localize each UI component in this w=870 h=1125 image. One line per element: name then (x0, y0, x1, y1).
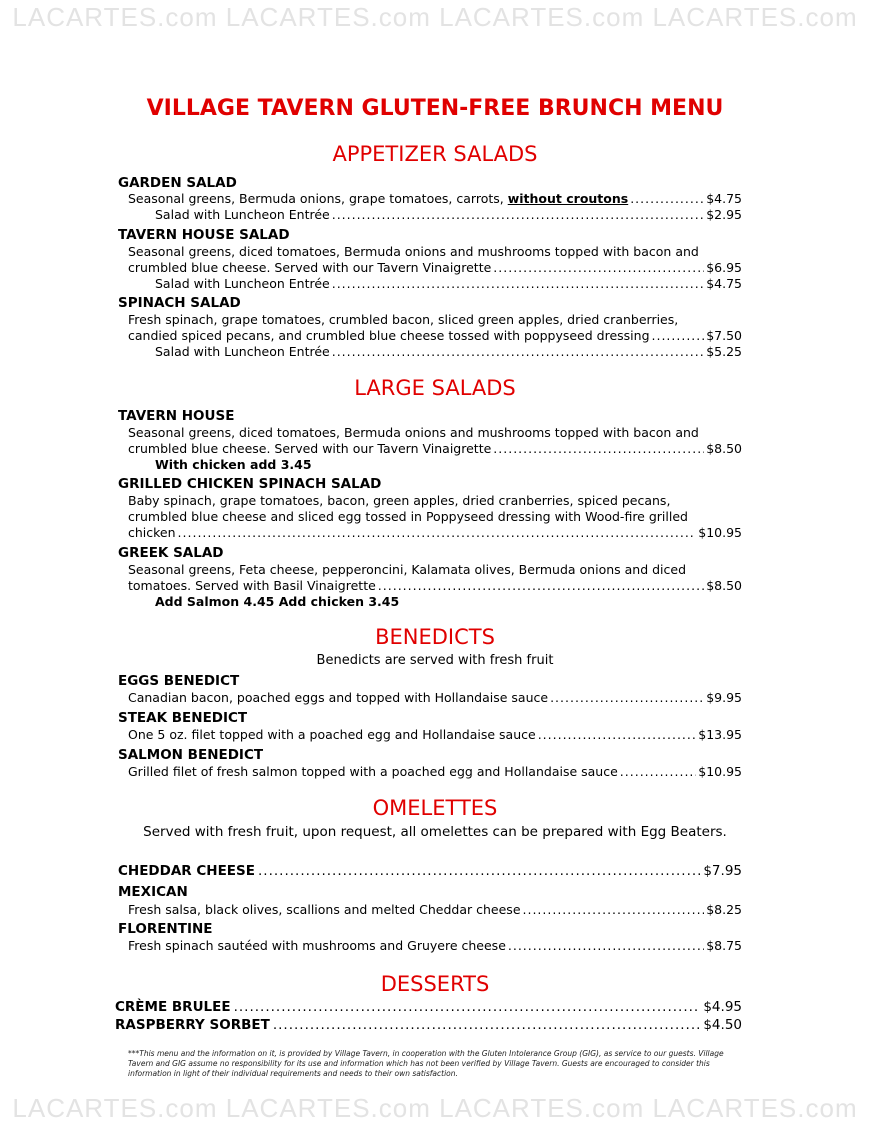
item-name-tavern-house-salad: TAVERN HOUSE SALAD (118, 227, 290, 243)
item-line-greek-salad (128, 578, 742, 594)
dot-leader (630, 191, 704, 207)
item-name-salmon-benedict: SALMON BENEDICT (118, 747, 264, 763)
dot-leader (493, 441, 704, 457)
dot-leader (332, 207, 704, 223)
item-desc: Fresh spinach sautéed with mushrooms and Gruyere cheese (128, 938, 506, 953)
item-price: $9.95 (706, 690, 742, 705)
item-desc: crumbled blue cheese. Served with our Tavern Vinaigrette (128, 260, 492, 275)
item-line-creme-brulee (115, 998, 742, 1016)
section-heading-appetizer-salads: APPETIZER SALADS (332, 142, 538, 166)
sub-label: Salad with Luncheon Entrée (155, 344, 330, 359)
item-desc-emphasis: without croutons (507, 191, 629, 206)
item-price: $8.50 (706, 578, 742, 593)
dot-leader (332, 344, 704, 360)
section-heading-large-salads: LARGE SALADS (354, 376, 516, 400)
section-note-omelettes: Served with fresh fruit, upon request, all omelettes can be prepared with Egg Beaters. (143, 824, 727, 840)
dot-leader (234, 998, 701, 1016)
item-price: $7.95 (703, 863, 742, 879)
dot-leader (378, 578, 704, 594)
item-subline-spinach-salad (155, 344, 742, 360)
item-price: $4.95 (703, 999, 742, 1015)
item-price: $7.50 (706, 328, 742, 343)
item-name: RASPBERRY SORBET (115, 1017, 270, 1033)
item-desc: chicken (128, 525, 176, 540)
dot-leader (508, 938, 704, 954)
item-price: $4.50 (703, 1017, 742, 1033)
item-name-spinach-salad: SPINACH SALAD (118, 295, 241, 311)
dot-leader (550, 690, 704, 706)
item-price: $4.75 (706, 191, 742, 206)
item-line-tavern-house-salad (128, 260, 742, 276)
item-line-tavern-house (128, 441, 742, 457)
item-name-grilled-chicken-spinach-salad: GRILLED CHICKEN SPINACH SALAD (118, 476, 382, 492)
item-name-eggs-benedict: EGGS BENEDICT (118, 673, 240, 689)
sub-label: Salad with Luncheon Entrée (155, 207, 330, 222)
item-price: $13.95 (698, 727, 742, 742)
item-desc-line-1: Seasonal greens, diced tomatoes, Bermuda onions and mushrooms topped with bacon and (128, 244, 699, 259)
item-desc-line-1: Seasonal greens, Feta cheese, pepperoncini, Kalamata olives, Bermuda onions and diced (128, 562, 687, 577)
item-addon: Add Salmon 4.45 Add chicken 3.45 (155, 594, 400, 609)
item-line-salmon-benedict (128, 764, 742, 780)
item-line-mexican (128, 902, 742, 918)
sub-price: $2.95 (706, 207, 742, 222)
item-line-spinach-salad (128, 328, 742, 344)
section-heading-benedicts: BENEDICTS (375, 625, 495, 649)
dot-leader (538, 727, 697, 743)
item-desc: crumbled blue cheese. Served with our Tavern Vinaigrette (128, 441, 492, 456)
item-price: $10.95 (698, 525, 742, 540)
item-desc-line-1: Baby spinach, grape tomatoes, bacon, green apples, dried cranberries, spiced pecans, (128, 493, 671, 508)
item-name: CHEDDAR CHEESE (118, 863, 255, 879)
item-desc: Canadian bacon, poached eggs and topped with Hollandaise sauce (128, 690, 549, 705)
dot-leader (273, 1016, 701, 1034)
item-price: $10.95 (698, 764, 742, 779)
item-line-garden-salad (128, 191, 742, 207)
item-name-greek-salad: GREEK SALAD (118, 545, 224, 561)
sub-label: Salad with Luncheon Entrée (155, 276, 330, 291)
item-line-raspberry-sorbet (115, 1016, 742, 1034)
item-addon: With chicken add 3.45 (155, 457, 312, 472)
menu-title: VILLAGE TAVERN GLUTEN-FREE BRUNCH MENU (146, 96, 724, 121)
item-line-grilled-chicken-spinach-salad (128, 525, 742, 541)
item-price: $8.75 (706, 938, 742, 953)
item-name-steak-benedict: STEAK BENEDICT (118, 710, 248, 726)
dot-leader (652, 328, 705, 344)
item-price: $8.25 (706, 902, 742, 917)
item-price: $6.95 (706, 260, 742, 275)
item-line-eggs-benedict (128, 690, 742, 706)
sub-price: $5.25 (706, 344, 742, 359)
section-note-benedicts: Benedicts are served with fresh fruit (316, 653, 554, 668)
dot-leader (332, 276, 704, 292)
item-line-florentine (128, 938, 742, 954)
item-desc: One 5 oz. filet topped with a poached egg and Hollandaise sauce (128, 727, 536, 742)
item-name-florentine: FLORENTINE (118, 921, 213, 937)
item-desc-line-1: Fresh spinach, grape tomatoes, crumbled bacon, sliced green apples, dried cranberries, (128, 312, 679, 327)
item-name-mexican: MEXICAN (118, 884, 188, 900)
item-desc: Seasonal greens, Bermuda onions, grape tomatoes, carrots, (128, 191, 504, 206)
item-desc: tomatoes. Served with Basil Vinaigrette (128, 578, 376, 593)
dot-leader (523, 902, 705, 918)
dot-leader (258, 862, 700, 880)
item-name: CRÈME BRULEE (115, 999, 231, 1015)
section-heading-omelettes: OMELETTES (372, 796, 498, 820)
disclaimer-text: ***This menu and the information on it, is provided by Village Tavern, in cooperation with the Gluten Intolerance Group (GIG), as service to our guests. Village Tavern and GIG assume no responsibility for its use and information which has not been verified by Village Tavern. Guests are encouraged to consider this information in light of their individual requirements and needs to their own satisfaction. (128, 1049, 724, 1078)
dot-leader (620, 764, 696, 780)
item-desc: Fresh salsa, black olives, scallions and melted Cheddar cheese (128, 902, 521, 917)
item-subline-garden-salad (155, 207, 742, 223)
dot-leader (493, 260, 704, 276)
watermark-top: LACARTES.com LACARTES.com LACARTES.com LACARTES.com (12, 2, 858, 32)
item-desc: candied spiced pecans, and crumbled blue cheese tossed with poppyseed dressing (128, 328, 650, 343)
watermark-bottom: LACARTES.com LACARTES.com LACARTES.com LACARTES.com (12, 1093, 858, 1123)
item-name-tavern-house: TAVERN HOUSE (118, 408, 235, 424)
item-subline-tavern-house-salad (155, 276, 742, 292)
dot-leader (178, 525, 697, 541)
item-name-garden-salad: GARDEN SALAD (118, 175, 237, 191)
item-price: $8.50 (706, 441, 742, 456)
sub-price: $4.75 (706, 276, 742, 291)
item-line-steak-benedict (128, 727, 742, 743)
item-desc-line-2: crumbled blue cheese and sliced egg tossed in Poppyseed dressing with Wood-fire grilled (128, 509, 688, 524)
item-desc: Grilled filet of fresh salmon topped with a poached egg and Hollandaise sauce (128, 764, 618, 779)
item-line-cheddar-cheese (118, 862, 742, 880)
section-heading-desserts: DESSERTS (380, 972, 490, 996)
item-desc-line-1: Seasonal greens, diced tomatoes, Bermuda onions and mushrooms topped with bacon and (128, 425, 699, 440)
